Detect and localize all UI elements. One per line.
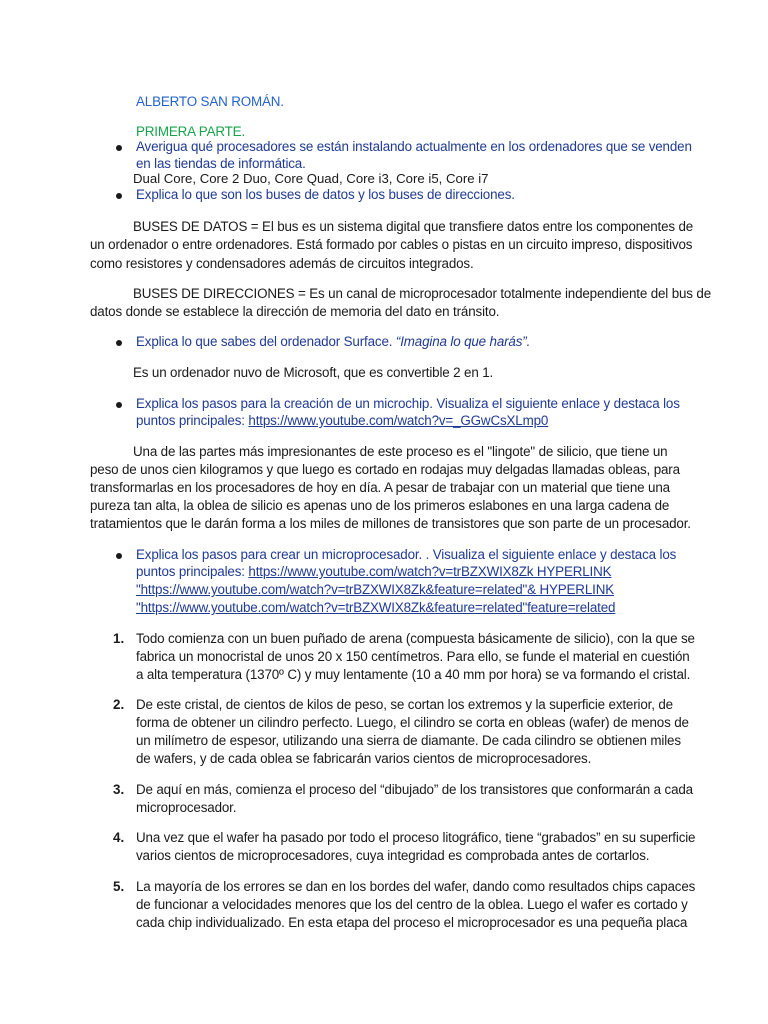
question-4-line-2 <box>136 412 548 430</box>
bullet-icon <box>116 340 122 346</box>
step-number: 2. <box>113 697 125 712</box>
step-3-line-2: microprocesador. <box>136 800 237 815</box>
step-2-line-4: de wafers, y de cada oblea se fabricarán varios cientos de microprocesadores. <box>136 751 592 766</box>
question-4-prefix: puntos principales: <box>136 413 249 428</box>
lingote-line-5: tratamientos que le darán forma a los miles de millones de transistores que son parte de un procesador. <box>90 516 691 531</box>
step-number: 4. <box>113 830 125 845</box>
question-1-answer: Dual Core, Core 2 Duo, Core Quad, Core i3, Core i5, Core i7 <box>133 171 489 186</box>
step-1-line-2: fabrica un monocristal de unos 20 x 150 centímetros. Para ello, se funde el material en cuestión <box>136 649 690 664</box>
lingote-line-4: pureza tan alta, la oblea de silicio es apenas uno de los primeros eslabones en una larga cadena de <box>90 498 670 513</box>
step-number: 1. <box>113 631 125 646</box>
buses-datos-line-2: un ordenador o entre ordenadores. Está formado por cables o pistas en un circuito impreso, dispositivos <box>90 237 693 252</box>
step-4-line-1: Una vez que el wafer ha pasado por todo el proceso litográfico, tiene “grabados” en su superficie <box>136 830 696 845</box>
step-3-line-1: De aquí en más, comienza el proceso del “dibujado” de los transistores que conformarán a cada <box>136 782 693 797</box>
step-number: 3. <box>113 782 125 797</box>
buses-datos-line-3: como resistores y condensadores además de circuitos integrados. <box>90 256 474 271</box>
bullet-icon <box>116 553 122 559</box>
step-4-line-2: varios cientos de microprocesadores, cuya integridad es comprobada antes de cortarlos. <box>136 848 650 863</box>
section-title: PRIMERA PARTE. <box>136 124 246 139</box>
bullet-icon <box>116 145 122 151</box>
step-2-line-2: forma de obtener un cilindro perfecto. Luego, el cilindro se corta en obleas (wafer) de menos de <box>136 715 689 730</box>
step-1-line-3: a alta temperatura (1370º C) y muy lentamente (10 a 40 mm por hora) se va formando el cristal. <box>136 667 691 682</box>
question-1-line-1: Averigua qué procesadores se están instalando actualmente en los ordenadores que se venden <box>136 139 692 154</box>
step-1-line-1: Todo comienza con un buen puñado de arena (compuesta básicamente de silicio), con la que se <box>136 631 695 646</box>
buses-datos-line-1: BUSES DE DATOS = El bus es un sistema digital que transfiere datos entre los componentes de <box>133 219 694 234</box>
step-2-line-1: De este cristal, de cientos de kilos de peso, se cortan los extremos y la superficie exterior, de <box>136 697 673 712</box>
buses-direcciones-line-2: datos donde se establece la dirección de memoria del dato en tránsito. <box>90 304 500 319</box>
question-5-line-2 <box>136 563 611 581</box>
bullet-icon <box>116 193 122 199</box>
youtube-link-microprocessor-2[interactable]: "https://www.youtube.com/watch?v=trBZXWIX8Zk&feature=related"& HYPERLINK <box>136 582 614 597</box>
step-number: 5. <box>113 879 125 894</box>
author-name: ALBERTO SAN ROMÁN. <box>136 94 284 109</box>
lingote-line-3: transformarlas en los procesadores de hoy en día. A pesar de trabajar con un material que tiene una <box>90 480 670 495</box>
lingote-line-1: Una de las partes más impresionantes de este proceso es el "lingote" de silicio, que tiene un <box>133 444 668 459</box>
question-5-line-1: Explica los pasos para crear un microprocesador. . Visualiza el siguiente enlace y destaca los <box>136 547 677 562</box>
lingote-line-2: peso de unos cien kilogramos y que luego es cortado en rodajas muy delgadas llamadas obleas, para <box>90 462 680 477</box>
step-5-line-2: de funcionar a velocidades menores que los del centro de la oblea. Luego el wafer es cortado y <box>136 897 688 912</box>
step-2-line-3: un milímetro de espesor, utilizando una sierra de diamante. De cada cilindro se obtienen miles <box>136 733 681 748</box>
question-2: Explica lo que son los buses de datos y los buses de direcciones. <box>136 187 515 202</box>
youtube-link-microchip[interactable]: https://www.youtube.com/watch?v=_GGwCsXLmp0 <box>248 413 549 428</box>
youtube-link-microprocessor-1[interactable]: https://www.youtube.com/watch?v=trBZXWIX8Zk HYPERLINK <box>248 564 612 579</box>
step-5-line-3: cada chip individualizado. En esta etapa del proceso el microprocesador es una pequeña placa <box>136 915 688 930</box>
step-5-line-1: La mayoría de los errores se dan en los bordes del wafer, dando como resultados chips capaces <box>136 879 696 894</box>
question-3 <box>136 333 530 351</box>
question-4-line-1: Explica los pasos para la creación de un microchip. Visualiza el siguiente enlace y destaca los <box>136 396 680 411</box>
question-3-answer: Es un ordenador nuvo de Microsoft, que es convertible 2 en 1. <box>133 365 494 380</box>
question-3-quote: “Imagina lo que harás”. <box>395 334 531 349</box>
question-3-text: Explica lo que sabes del ordenador Surface. <box>136 334 393 349</box>
question-1-line-2: en las tiendas de informática. <box>136 156 306 171</box>
buses-direcciones-line-1: BUSES DE DIRECCIONES = Es un canal de microprocesador totalmente independiente del bus de <box>133 286 712 301</box>
youtube-link-microprocessor-3[interactable]: "https://www.youtube.com/watch?v=trBZXWIX8Zk&feature=related"feature=related <box>136 600 616 615</box>
question-5-prefix: puntos principales: <box>136 564 249 579</box>
bullet-icon <box>116 402 122 408</box>
